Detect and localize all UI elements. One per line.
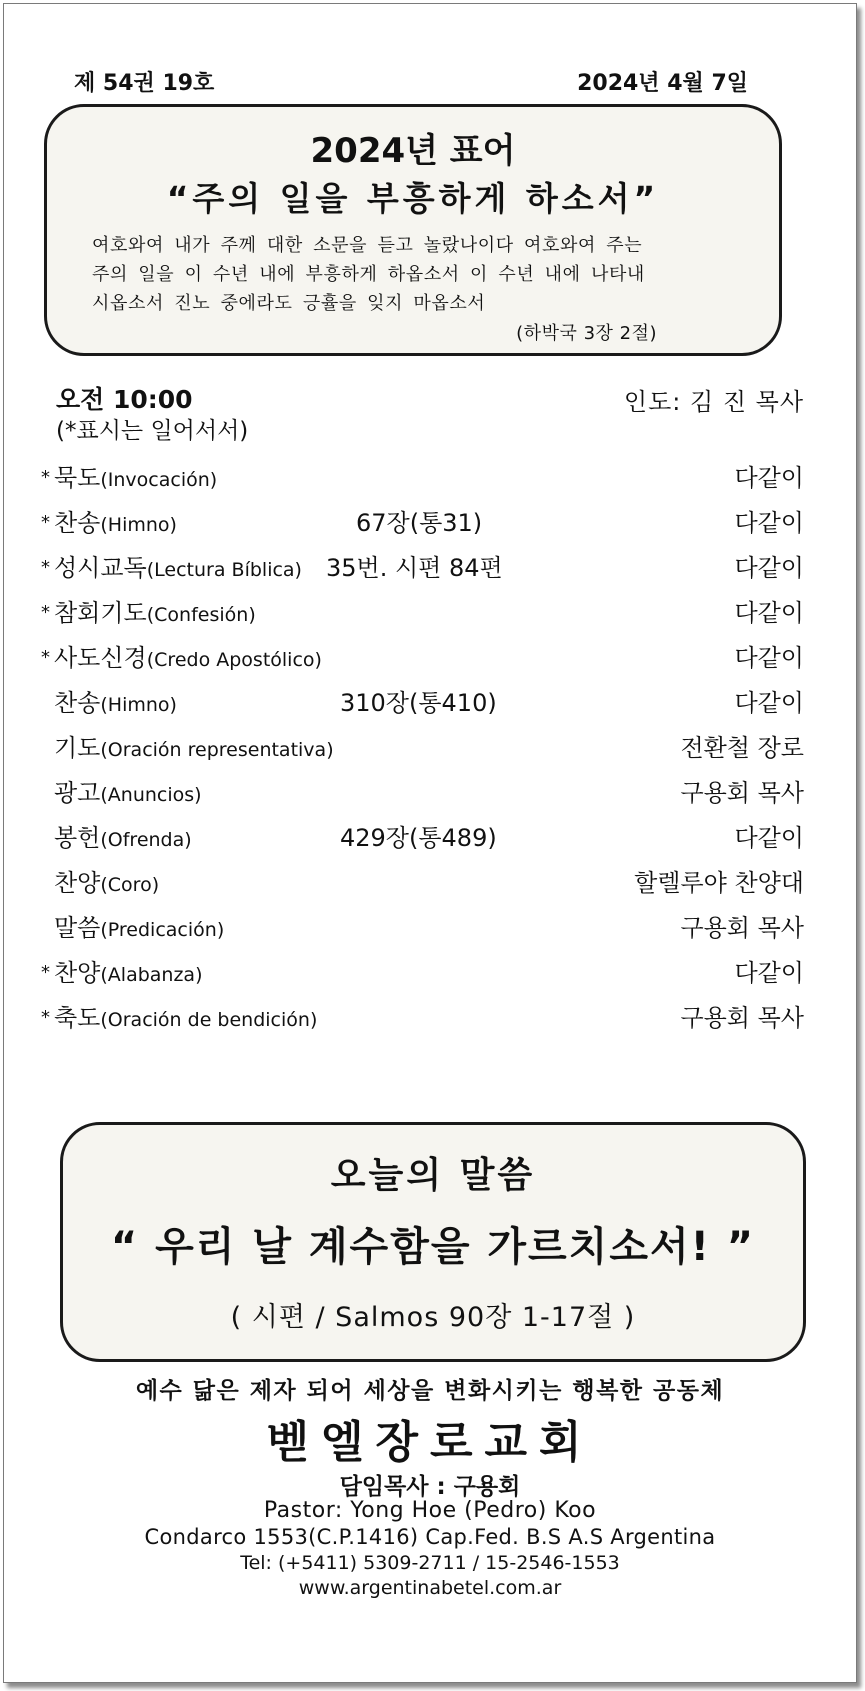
item-detail: 429장(통489) — [340, 824, 497, 852]
sermon-title: “ 우리 날 계수함을 가르치소서! ” — [110, 1224, 756, 1270]
worship-item-creed — [4, 638, 856, 678]
item-name-es: (Alabanza) — [100, 964, 203, 986]
item-detail: 67장(통31) — [356, 509, 483, 537]
item-leader: 구용회 목사 — [680, 914, 804, 942]
item-name-es: (Oración de bendición) — [100, 1009, 318, 1031]
sermon-box — [60, 1122, 806, 1362]
standing-mark: * — [41, 647, 50, 668]
church-name: 벧엘장로교회 — [266, 1417, 594, 1468]
item-leader: 다같이 — [734, 644, 804, 672]
standing-mark: * — [41, 602, 50, 623]
motto-quote: “주의 일을 부흥하게 하소서” — [166, 179, 660, 218]
worship-item-invocation — [4, 458, 856, 498]
sermon-heading: 오늘의 말씀 — [330, 1155, 536, 1196]
motto-box — [44, 104, 782, 356]
item-name-ko: 축도 — [54, 1004, 101, 1032]
standing-mark: * — [41, 512, 50, 533]
item-leader: 다같이 — [734, 959, 804, 987]
item-name-es: (Invocación) — [100, 469, 218, 491]
standing-mark: * — [41, 1007, 50, 1028]
item-leader: 구용회 목사 — [680, 1004, 804, 1032]
item-name-ko: 사도신경 — [54, 644, 147, 672]
item-name-ko: 찬양 — [54, 959, 101, 987]
item-name-ko: 말씀 — [54, 914, 101, 942]
item-name-es: (Himno) — [100, 514, 177, 536]
senior-pastor-ko: 담임목사 : 구용회 — [339, 1474, 521, 1500]
item-name-ko: 찬송 — [54, 509, 101, 537]
item-name-ko: 광고 — [54, 779, 101, 807]
item-name-es: (Himno) — [100, 694, 177, 716]
standing-mark: * — [41, 557, 50, 578]
worship-item-benediction — [4, 998, 856, 1038]
item-name-ko: 성시교독 — [54, 554, 147, 582]
item-name-ko: 참회기도 — [54, 599, 147, 627]
service-time: 오전 10:00 — [56, 385, 193, 414]
item-name-ko: 묵도 — [54, 464, 101, 492]
item-name-ko: 기도 — [54, 734, 101, 762]
item-leader: 다같이 — [734, 599, 804, 627]
standing-mark: * — [41, 467, 50, 488]
item-name-es: (Anuncios) — [100, 784, 202, 806]
worship-item-praise — [4, 953, 856, 993]
service-note: (*표시는 일어서서) — [56, 418, 249, 444]
item-name-ko: 찬송 — [54, 689, 101, 717]
worship-item-sermon — [4, 908, 856, 948]
worship-item-hymn-2 — [4, 683, 856, 723]
motto-verse-line: 주의 일을 이 수년 내에 부흥하게 하옵소서 이 수년 내에 나타내 — [92, 264, 645, 285]
worship-item-choir — [4, 863, 856, 903]
item-leader: 다같이 — [734, 464, 804, 492]
motto-verse-line: 시옵소서 진노 중에라도 긍휼을 잊지 마옵소서 — [92, 293, 486, 314]
sermon-reference: ( 시편 / Salmos 90장 1-17절 ) — [230, 1302, 636, 1333]
church-slogan: 예수 닮은 제자 되어 세상을 변화시키는 행복한 공동체 — [135, 1378, 725, 1404]
item-name-es: (Predicación) — [100, 919, 225, 941]
item-leader: 전환철 장로 — [680, 734, 804, 762]
item-name-es: (Credo Apostólico) — [146, 649, 322, 671]
item-name-es: (Lectura Bíblica) — [146, 559, 302, 581]
worship-item-reading — [4, 548, 856, 588]
worship-item-announcements — [4, 773, 856, 813]
item-name-es: (Coro) — [100, 874, 160, 896]
item-leader: 할렐루야 찬양대 — [634, 869, 804, 897]
item-detail: 310장(통410) — [340, 689, 497, 717]
issue-number: 제 54권 19호 — [74, 71, 215, 96]
bulletin-page — [3, 3, 857, 1683]
item-name-es: (Confesión) — [146, 604, 256, 626]
item-detail: 35번. 시편 84편 — [326, 554, 503, 582]
worship-item-offering — [4, 818, 856, 858]
worship-item-hymn-1 — [4, 503, 856, 543]
church-website: www.argentinabetel.com.ar — [298, 1577, 562, 1599]
item-name-es: (Oración representativa) — [100, 739, 334, 761]
item-leader: 구용회 목사 — [680, 779, 804, 807]
bulletin-date: 2024년 4월 7일 — [577, 71, 748, 96]
item-leader: 다같이 — [734, 554, 804, 582]
church-address: Condarco 1553(C.P.1416) Cap.Fed. B.S A.S Argentina — [144, 1525, 716, 1549]
item-leader: 다같이 — [734, 689, 804, 717]
motto-title: 2024년 표어 — [310, 131, 516, 171]
item-name-ko: 봉헌 — [54, 824, 101, 852]
standing-mark: * — [41, 962, 50, 983]
service-leader: 인도: 김 진 목사 — [623, 388, 804, 416]
worship-item-prayer — [4, 728, 856, 768]
item-name-es: (Ofrenda) — [100, 829, 192, 851]
item-leader: 다같이 — [734, 824, 804, 852]
senior-pastor-en: Pastor: Yong Hoe (Pedro) Koo — [263, 1498, 597, 1523]
worship-item-confession — [4, 593, 856, 633]
item-name-ko: 찬양 — [54, 869, 101, 897]
item-leader: 다같이 — [734, 509, 804, 537]
motto-verse-line: 여호와여 내가 주께 대한 소문을 듣고 놀랐나이다 여호와여 주는 — [92, 235, 643, 256]
motto-reference: (하박국 3장 2절) — [516, 323, 657, 344]
church-phone: Tel: (+5411) 5309-2711 / 15-2546-1553 — [240, 1552, 620, 1574]
